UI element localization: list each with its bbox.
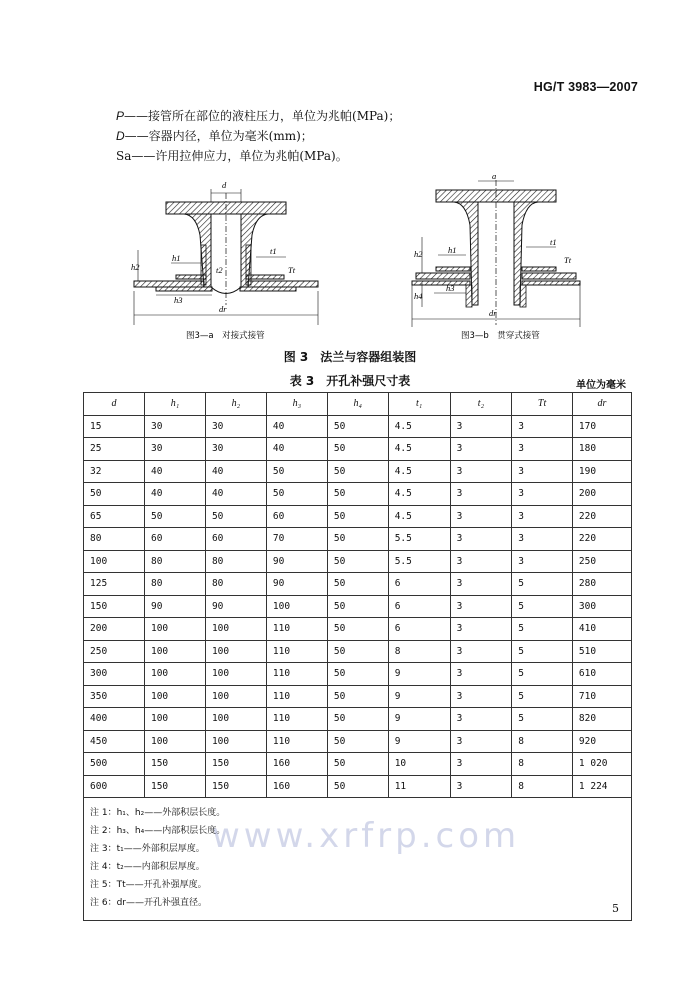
table-cell: 100 xyxy=(144,708,205,731)
table-cell: 100 xyxy=(144,730,205,753)
table-cell: 3 xyxy=(512,550,573,573)
figure-3 xyxy=(116,175,616,345)
table-cell: 410 xyxy=(572,618,631,641)
table-cell: 500 xyxy=(84,753,145,776)
table-cell: 180 xyxy=(572,438,631,461)
table-cell: 150 xyxy=(144,775,205,798)
table-note: 注 6：dr——开孔补强直径。 xyxy=(90,898,208,908)
table-row xyxy=(84,685,632,708)
table-cell: 150 xyxy=(144,753,205,776)
table-cell: 50 xyxy=(327,415,388,438)
table-title: 表 3 开孔补强尺寸表 xyxy=(289,374,411,388)
col-header: dr xyxy=(572,393,631,416)
table-cell: 100 xyxy=(266,595,327,618)
table-cell: 710 xyxy=(572,685,631,708)
table-cell: 60 xyxy=(205,528,266,551)
table-cell: 50 xyxy=(327,460,388,483)
table-cell: 3 xyxy=(450,775,512,798)
table-cell: 3 xyxy=(450,663,512,686)
figure-3a-butt-nozzle xyxy=(131,180,318,341)
table-row xyxy=(84,595,632,618)
table-cell: 50 xyxy=(327,753,388,776)
table-cell: 3 xyxy=(450,595,512,618)
table-cell: 30 xyxy=(205,438,266,461)
table-cell: 3 xyxy=(512,438,573,461)
table-cell: 160 xyxy=(266,753,327,776)
table-cell: 610 xyxy=(572,663,631,686)
table-row xyxy=(84,415,632,438)
table-cell: 350 xyxy=(84,685,145,708)
table-cell: 200 xyxy=(84,618,145,641)
table-cell: 50 xyxy=(327,483,388,506)
table-cell: 220 xyxy=(572,505,631,528)
col-header: t₂ xyxy=(450,393,512,416)
table-note: 注 1：h₁、h₂——外部积层长度。 xyxy=(90,808,226,818)
table-cell: 3 xyxy=(450,753,512,776)
table-cell: 40 xyxy=(205,460,266,483)
table-cell: 50 xyxy=(327,573,388,596)
table-cell: 30 xyxy=(205,415,266,438)
col-header: Tt xyxy=(512,393,573,416)
table-row xyxy=(84,460,632,483)
table-cell: 5 xyxy=(512,685,573,708)
table-cell: 50 xyxy=(266,483,327,506)
table-cell: 3 xyxy=(450,730,512,753)
table-cell: 30 xyxy=(144,415,205,438)
table-cell: 3 xyxy=(450,528,512,551)
table-cell: 3 xyxy=(450,483,512,506)
table-cell: 40 xyxy=(266,415,327,438)
table-cell: 50 xyxy=(205,505,266,528)
table-cell: 3 xyxy=(450,460,512,483)
table-cell: 70 xyxy=(266,528,327,551)
table-cell: 150 xyxy=(84,595,145,618)
table-cell: 100 xyxy=(144,685,205,708)
table-cell: 110 xyxy=(266,730,327,753)
label-Tt: Tt xyxy=(564,255,572,265)
table-cell: 170 xyxy=(572,415,631,438)
table-row xyxy=(84,663,632,686)
standard-number: HG/T 3983—2007 xyxy=(533,80,638,94)
table-cell: 90 xyxy=(144,595,205,618)
label-d: d xyxy=(492,175,497,181)
table-cell: 100 xyxy=(205,640,266,663)
table-cell: 40 xyxy=(144,483,205,506)
table-cell: 3 xyxy=(450,685,512,708)
table-cell: 50 xyxy=(327,550,388,573)
table-note: 注 5：Tt——开孔补强厚度。 xyxy=(90,880,207,890)
table-row xyxy=(84,528,632,551)
table-cell: 100 xyxy=(144,663,205,686)
table-cell: 50 xyxy=(327,438,388,461)
definition-item: Sa——许用拉伸应力，单位为兆帕(MPa)。 xyxy=(116,149,348,163)
table-cell: 100 xyxy=(144,640,205,663)
table-cell: 280 xyxy=(572,573,631,596)
table-cell: 4.5 xyxy=(388,505,450,528)
table-cell: 5 xyxy=(512,640,573,663)
table-cell: 300 xyxy=(572,595,631,618)
table-cell: 50 xyxy=(327,708,388,731)
table-cell: 8 xyxy=(512,730,573,753)
table-cell: 820 xyxy=(572,708,631,731)
table-cell: 200 xyxy=(572,483,631,506)
table-cell: 6 xyxy=(388,618,450,641)
table-cell: 100 xyxy=(205,685,266,708)
table-cell: 110 xyxy=(266,640,327,663)
table-row xyxy=(84,730,632,753)
table-cell: 50 xyxy=(327,618,388,641)
table-cell: 220 xyxy=(572,528,631,551)
table-cell: 110 xyxy=(266,708,327,731)
table-cell: 100 xyxy=(144,618,205,641)
table-cell: 3 xyxy=(450,618,512,641)
table-cell: 110 xyxy=(266,663,327,686)
table-cell: 80 xyxy=(84,528,145,551)
table-cell: 11 xyxy=(388,775,450,798)
table-cell: 150 xyxy=(205,775,266,798)
flange-assembly-drawings xyxy=(116,175,616,345)
label-dr: dr xyxy=(219,304,227,314)
watermark: www.xrfrp.com xyxy=(212,816,521,856)
table-cell: 3 xyxy=(450,505,512,528)
table-cell: 4.5 xyxy=(388,415,450,438)
label-h1: h1 xyxy=(448,245,457,255)
table-cell: 3 xyxy=(450,640,512,663)
table-cell: 450 xyxy=(84,730,145,753)
table-cell: 3 xyxy=(512,505,573,528)
table-cell: 3 xyxy=(450,573,512,596)
table-cell: 30 xyxy=(144,438,205,461)
table-cell: 60 xyxy=(266,505,327,528)
label-h1: h1 xyxy=(172,253,181,263)
table-cell: 50 xyxy=(327,528,388,551)
table-cell: 50 xyxy=(84,483,145,506)
table-cell: 9 xyxy=(388,708,450,731)
label-h4: h4 xyxy=(414,291,423,301)
table-cell: 50 xyxy=(327,663,388,686)
table-cell: 6 xyxy=(388,595,450,618)
label-t1: t1 xyxy=(270,246,277,256)
table-cell: 50 xyxy=(327,595,388,618)
table-cell: 5 xyxy=(512,573,573,596)
table-cell: 65 xyxy=(84,505,145,528)
table-cell: 50 xyxy=(144,505,205,528)
table-cell: 8 xyxy=(388,640,450,663)
table-row xyxy=(84,573,632,596)
table-cell: 3 xyxy=(512,460,573,483)
table-row xyxy=(84,505,632,528)
caption-3b: 图3—b 贯穿式接管 xyxy=(461,331,540,341)
table-cell: 4.5 xyxy=(388,438,450,461)
table-cell: 5 xyxy=(512,708,573,731)
table-cell: 920 xyxy=(572,730,631,753)
table-header-row xyxy=(84,393,632,416)
table-cell: 8 xyxy=(512,753,573,776)
table-row xyxy=(84,753,632,776)
table-cell: 150 xyxy=(205,753,266,776)
label-Tt: Tt xyxy=(288,265,296,275)
table-cell: 5 xyxy=(512,595,573,618)
table-cell: 15 xyxy=(84,415,145,438)
label-h2: h2 xyxy=(414,249,423,259)
table-cell: 50 xyxy=(327,730,388,753)
table-cell: 50 xyxy=(327,685,388,708)
table-cell: 40 xyxy=(205,483,266,506)
table-row xyxy=(84,438,632,461)
col-header: h₂ xyxy=(205,393,266,416)
table-unit: 单位为毫米 xyxy=(576,380,626,391)
table-cell: 4.5 xyxy=(388,460,450,483)
table-cell: 5.5 xyxy=(388,550,450,573)
table-cell: 3 xyxy=(450,708,512,731)
table-cell: 4.5 xyxy=(388,483,450,506)
table-cell: 80 xyxy=(205,550,266,573)
table-row xyxy=(84,483,632,506)
table-cell: 160 xyxy=(266,775,327,798)
table-cell: 80 xyxy=(205,573,266,596)
table-cell: 90 xyxy=(266,550,327,573)
definition-item: D——容器内径，单位为毫米(mm)； xyxy=(116,129,313,143)
table-cell: 125 xyxy=(84,573,145,596)
table-row xyxy=(84,775,632,798)
label-h3: h3 xyxy=(446,283,455,293)
table-cell: 1 224 xyxy=(572,775,631,798)
table-cell: 300 xyxy=(84,663,145,686)
table-cell: 80 xyxy=(144,550,205,573)
table-cell: 250 xyxy=(84,640,145,663)
table-cell: 100 xyxy=(205,618,266,641)
col-header: h₃ xyxy=(266,393,327,416)
table-cell: 50 xyxy=(327,775,388,798)
table-row xyxy=(84,708,632,731)
table-cell: 5.5 xyxy=(388,528,450,551)
table-cell: 6 xyxy=(388,573,450,596)
table-cell: 50 xyxy=(327,640,388,663)
definition-item: P——接管所在部位的液柱压力，单位为兆帕(MPa)； xyxy=(116,109,401,123)
table-row xyxy=(84,550,632,573)
figure-title: 图 3 法兰与容器组装图 xyxy=(283,350,417,364)
table-cell: 3 xyxy=(450,550,512,573)
caption-3a: 图3—a 对接式接管 xyxy=(186,331,265,341)
page-number: 5 xyxy=(612,902,619,915)
col-header: h₄ xyxy=(327,393,388,416)
table-cell: 3 xyxy=(512,528,573,551)
table-cell: 510 xyxy=(572,640,631,663)
table-cell: 600 xyxy=(84,775,145,798)
table-note: 注 4：t₂——内部积层厚度。 xyxy=(90,862,205,872)
table-cell: 1 020 xyxy=(572,753,631,776)
table-cell: 10 xyxy=(388,753,450,776)
table-cell: 9 xyxy=(388,685,450,708)
label-t1: t1 xyxy=(550,237,557,247)
table-cell: 100 xyxy=(84,550,145,573)
label-dr: dr xyxy=(489,308,497,318)
label-h2: h2 xyxy=(131,262,140,272)
table-row xyxy=(84,640,632,663)
table-cell: 90 xyxy=(266,573,327,596)
table-cell: 32 xyxy=(84,460,145,483)
label-h3: h3 xyxy=(174,295,183,305)
table-cell: 60 xyxy=(144,528,205,551)
table-cell: 80 xyxy=(144,573,205,596)
table-row xyxy=(84,618,632,641)
table-cell: 3 xyxy=(512,415,573,438)
table-cell: 40 xyxy=(266,438,327,461)
table-cell: 100 xyxy=(205,730,266,753)
table-cell: 250 xyxy=(572,550,631,573)
table-cell: 50 xyxy=(327,505,388,528)
table-cell: 40 xyxy=(144,460,205,483)
table-cell: 5 xyxy=(512,618,573,641)
table-note: 注 3：t₁——外部积层厚度。 xyxy=(90,844,205,854)
table-cell: 8 xyxy=(512,775,573,798)
symbol-definitions xyxy=(116,106,400,166)
table-cell: 3 xyxy=(512,483,573,506)
table-cell: 9 xyxy=(388,663,450,686)
table-cell: 400 xyxy=(84,708,145,731)
table-cell: 25 xyxy=(84,438,145,461)
table-cell: 190 xyxy=(572,460,631,483)
label-d: d xyxy=(222,180,227,190)
figure-3b-through-nozzle xyxy=(412,175,580,341)
col-header: d xyxy=(84,393,145,416)
table-cell: 110 xyxy=(266,618,327,641)
table-cell: 100 xyxy=(205,663,266,686)
table-cell: 50 xyxy=(266,460,327,483)
table-cell: 5 xyxy=(512,663,573,686)
table-cell: 100 xyxy=(205,708,266,731)
table-cell: 110 xyxy=(266,685,327,708)
col-header: h₁ xyxy=(144,393,205,416)
table-cell: 9 xyxy=(388,730,450,753)
table-cell: 3 xyxy=(450,415,512,438)
table-cell: 90 xyxy=(205,595,266,618)
table-cell: 3 xyxy=(450,438,512,461)
table-note: 注 2：h₃、h₄——内部积层长度。 xyxy=(90,826,226,836)
col-header: t₁ xyxy=(388,393,450,416)
label-t2: t2 xyxy=(216,265,223,275)
